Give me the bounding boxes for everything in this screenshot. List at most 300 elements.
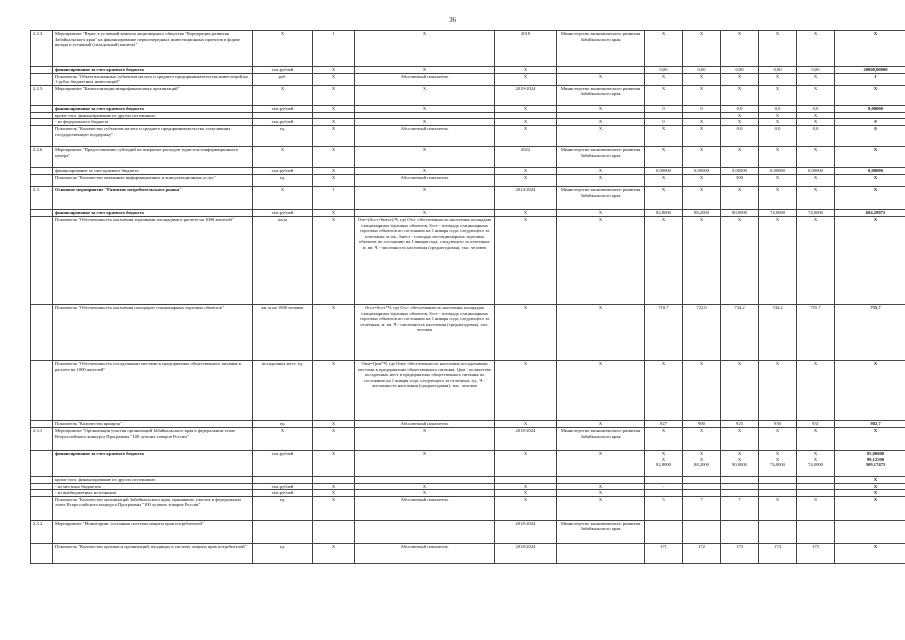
total-cell: Х	[835, 186, 905, 209]
row-number-cell: 2.2.5.	[31, 85, 53, 105]
year-2023-cell: 174	[759, 543, 797, 563]
year-2020-cell: Х	[645, 360, 683, 420]
year-2021-cell: 722,0	[683, 304, 721, 360]
unit-cell: тыс.рублей	[253, 450, 313, 476]
responsible-executor-cell: Х	[557, 119, 645, 126]
row-number-cell	[31, 490, 53, 497]
row-description-cell: Показатель "Обеспеченность посадочными местами в предприятиях общественного питания в расчете на 1000 жителей"	[53, 360, 253, 420]
row-description-cell: Показатель "Количество органов и организаций, входящих в систему защиты прав потребителей"	[53, 543, 253, 563]
total-cell: Х	[835, 216, 905, 304]
period-cell: 2022	[495, 146, 557, 167]
calculation-method-cell: Х	[355, 209, 495, 216]
total-cell: Х	[835, 427, 905, 450]
year-2023-cell: 74,0000	[759, 209, 797, 216]
year-2020-cell: 718,7	[645, 304, 683, 360]
year-2024-cell: Х	[797, 112, 835, 119]
calculation-method-cell	[355, 476, 495, 483]
row-description-cell: кроме того, финансирование из других источников:	[53, 476, 253, 483]
weight-cell: Х	[313, 450, 355, 476]
table-row	[31, 483, 905, 490]
year-2021-cell: 88,2000	[683, 209, 721, 216]
period-cell: Х	[495, 67, 557, 74]
period-cell: Х	[495, 209, 557, 216]
year-2024-cell: Х	[797, 216, 835, 304]
unit-cell: кв. м на 1000 человек	[253, 304, 313, 360]
row-description-cell: Мероприятие "Организация участия организаций Забайкальского края в федеральном этапе Всероссийского конкурса Программы "100 лучших товаров России"	[53, 427, 253, 450]
calculation-method-cell: Абсолютный показатель	[355, 543, 495, 563]
calculation-method-cell: Абсолютный показатель	[355, 174, 495, 186]
year-2020-cell: 0,00	[645, 67, 683, 74]
unit-cell	[253, 520, 313, 543]
calculation-method-cell: Абсолютный показатель	[355, 125, 495, 146]
year-2023-cell: Х	[759, 31, 797, 67]
total-cell: Х	[835, 146, 905, 167]
row-description-cell: Показатель "Количество оказанных информационных и консультационных услуг"	[53, 174, 253, 186]
total-cell: 0	[835, 119, 905, 126]
row-number-cell	[31, 174, 53, 186]
year-2020-cell: 0	[645, 105, 683, 112]
row-number-cell	[31, 304, 53, 360]
year-2022-cell	[721, 490, 759, 497]
weight-cell: Х	[313, 216, 355, 304]
year-2020-cell	[645, 520, 683, 543]
unit-cell	[253, 112, 313, 119]
period-cell: Х	[495, 496, 557, 520]
year-2021-cell	[683, 490, 721, 497]
year-2021-cell: Х	[683, 360, 721, 420]
weight-cell: Х	[313, 483, 355, 490]
period-cell: 2018-2024	[495, 543, 557, 563]
unit-cell: ед.	[253, 543, 313, 563]
year-2021-cell: Х	[683, 125, 721, 146]
weight-cell: Х	[313, 490, 355, 497]
unit-cell: ед.	[253, 125, 313, 146]
row-description-cell: кроме того, финансирование из других источников:	[53, 112, 253, 119]
table-row	[31, 125, 905, 146]
year-2022-cell: 0,00000	[721, 167, 759, 174]
year-2021-cell: 0,00000	[683, 167, 721, 174]
year-2020-cell: Х Х 82,8000	[645, 450, 683, 476]
table-row	[31, 450, 905, 476]
total-cell: 0,00000	[835, 105, 905, 112]
year-2023-cell: Х	[759, 360, 797, 420]
unit-cell	[253, 476, 313, 483]
table-row	[31, 427, 905, 450]
responsible-executor-cell: Министерство экономического развития Забайкальского края	[557, 85, 645, 105]
calculation-method-cell: Х	[355, 490, 495, 497]
year-2023-cell: Х	[759, 186, 797, 209]
weight-cell: Х	[313, 420, 355, 427]
unit-cell: кв.м	[253, 216, 313, 304]
year-2021-cell	[683, 476, 721, 483]
responsible-executor-cell: Х	[557, 73, 645, 85]
responsible-executor-cell	[557, 476, 645, 483]
period-cell: Х	[495, 105, 557, 112]
responsible-executor-cell: Х	[557, 167, 645, 174]
year-2021-cell: Х	[683, 216, 721, 304]
unit-cell: тыс.рублей	[253, 209, 313, 216]
weight-cell: Х	[313, 73, 355, 85]
row-description-cell: Показатель "Объем вложенных субъектом малого и среднего предпринимательства инвестиций на 1 рубль бюджетных инвестиций"	[53, 73, 253, 85]
row-number-cell: 2.3.	[31, 186, 53, 209]
row-number-cell	[31, 360, 53, 420]
row-number-cell: 2.2.3.	[31, 31, 53, 67]
year-2024-cell: Х	[797, 119, 835, 126]
year-2021-cell: Х	[683, 186, 721, 209]
weight-cell: Х	[313, 105, 355, 112]
total-cell: 85,00000 99,12500 509,17475	[835, 450, 905, 476]
row-number-cell	[31, 543, 53, 563]
total-cell	[835, 112, 905, 119]
year-2022-cell: Х	[721, 146, 759, 167]
total-cell: Х	[835, 360, 905, 420]
year-2020-cell: 0,00000	[645, 167, 683, 174]
row-description-cell: Показатель "Количество субъектов малого и среднего предпринимательства, получивших государственную поддержку"	[53, 125, 253, 146]
period-cell: Х	[495, 119, 557, 126]
weight-cell: Х	[313, 496, 355, 520]
period-cell: 2018	[495, 31, 557, 67]
year-2024-cell: Х	[797, 146, 835, 167]
year-2024-cell: Х Х 74,0000	[797, 450, 835, 476]
row-number-cell	[31, 112, 53, 119]
period-cell	[495, 112, 557, 119]
year-2022-cell	[721, 483, 759, 490]
row-description-cell: - из местных бюджетов	[53, 483, 253, 490]
total-cell: 684,29975	[835, 209, 905, 216]
total-cell: Х	[835, 543, 905, 563]
year-2024-cell: 74,0000	[797, 209, 835, 216]
year-2024-cell: Х	[797, 174, 835, 186]
year-2020-cell: -	[645, 483, 683, 490]
year-2022-cell: 7	[721, 496, 759, 520]
year-2021-cell: Х	[683, 174, 721, 186]
year-2022-cell: Х	[721, 360, 759, 420]
year-2024-cell: Х	[797, 186, 835, 209]
year-2021-cell: 0	[683, 105, 721, 112]
total-cell: Х	[835, 496, 905, 520]
year-2021-cell: 0,00	[683, 67, 721, 74]
calculation-method-cell: Ото=(Sсст+Sнест)/Ч, где Ото- обеспеченность населения площадью стационарных торговых объектов, Sсст - площадь стационарных торговых объектов по состоянию на 1 января года, следующего за отчетным, м. кв., Sнест - площадь нестационарных торговых объектов по состоянию на 1 января года, следующего за отчетным, м. кв. Ч - численность населения (среднегодовая), тыс. человек	[355, 216, 495, 304]
period-cell: Х	[495, 174, 557, 186]
year-2020-cell: Х	[645, 174, 683, 186]
year-2021-cell: Х	[683, 73, 721, 85]
year-2024-cell	[797, 520, 835, 543]
weight-cell: Х	[313, 167, 355, 174]
calculation-method-cell: Осст=Sсст*Ч, где Осс- обеспеченность населения площадью стационарных торговых объектов, Sсст - площадь стационарных торговых объектов по состоянию на 1 января года, следующего за отчетным, м. кв. Ч - численность населения (среднегодовая), тыс. человек	[355, 304, 495, 360]
period-cell: Х	[495, 420, 557, 427]
table-row	[31, 360, 905, 420]
year-2024-cell: 931	[797, 420, 835, 427]
year-2022-cell: 0,0	[721, 105, 759, 112]
row-description-cell: - из федерального бюджета	[53, 119, 253, 126]
year-2022-cell	[721, 476, 759, 483]
period-cell: Х	[495, 450, 557, 476]
total-cell: 982,7	[835, 420, 905, 427]
year-2023-cell	[759, 490, 797, 497]
unit-cell: тыс.рублей	[253, 119, 313, 126]
table-row	[31, 85, 905, 105]
year-2021-cell: Х	[683, 31, 721, 67]
year-2022-cell: 0,0	[721, 125, 759, 146]
responsible-executor-cell: Х	[557, 304, 645, 360]
responsible-executor-cell: Министерство экономического развития Забайкальского края	[557, 146, 645, 167]
year-2024-cell: 0,0	[797, 105, 835, 112]
year-2022-cell: Х	[721, 186, 759, 209]
year-2022-cell: Х	[721, 427, 759, 450]
year-2022-cell: 0,00	[721, 67, 759, 74]
year-2023-cell	[759, 483, 797, 490]
row-description-cell: Мероприятие "Мониторинг состояния системы защиты прав потребителей"	[53, 520, 253, 543]
responsible-executor-cell	[557, 112, 645, 119]
year-2021-cell: 900	[683, 420, 721, 427]
row-description-cell: Показатель "Количество организаций Забайкальского края, принявших участие в федеральном этапе Всероссийского конкурса Программы "100 лучших товаров России"	[53, 496, 253, 520]
unit-cell: Х	[253, 31, 313, 67]
year-2021-cell: 7	[683, 496, 721, 520]
calculation-method-cell: Х	[355, 186, 495, 209]
year-2024-cell: Х	[797, 85, 835, 105]
table-row	[31, 174, 905, 186]
responsible-executor-cell: Х	[557, 174, 645, 186]
period-cell: 2018-2024	[495, 427, 557, 450]
table-row	[31, 186, 905, 209]
row-number-cell	[31, 420, 53, 427]
year-2023-cell: Х	[759, 216, 797, 304]
year-2021-cell: 172	[683, 543, 721, 563]
calculation-method-cell: Х	[355, 31, 495, 67]
year-2022-cell: Х	[721, 112, 759, 119]
unit-cell: ед.	[253, 174, 313, 186]
total-cell	[835, 520, 905, 543]
year-2022-cell: 734,2	[721, 304, 759, 360]
responsible-executor-cell	[557, 67, 645, 74]
weight-cell: Х	[313, 146, 355, 167]
year-2020-cell: Х	[645, 73, 683, 85]
year-2024-cell: 755,7	[797, 304, 835, 360]
calculation-method-cell	[355, 520, 495, 543]
weight-cell: Х	[313, 304, 355, 360]
unit-cell: тыс.рублей	[253, 483, 313, 490]
calculation-method-cell: Х	[355, 67, 495, 74]
year-2020-cell: Х	[645, 146, 683, 167]
year-2023-cell: 744,2	[759, 304, 797, 360]
year-2022-cell: 300	[721, 174, 759, 186]
responsible-executor-cell: Х	[557, 125, 645, 146]
period-cell: Х	[495, 483, 557, 490]
unit-cell: руб.	[253, 73, 313, 85]
year-2024-cell: 0,00	[797, 67, 835, 74]
unit-cell: тыс.рублей	[253, 67, 313, 74]
row-number-cell	[31, 73, 53, 85]
year-2020-cell: 927	[645, 420, 683, 427]
year-2022-cell: Х	[721, 73, 759, 85]
weight-cell: Х	[313, 119, 355, 126]
table-row	[31, 167, 905, 174]
unit-cell: ед.	[253, 420, 313, 427]
period-cell: 2014-2024	[495, 186, 557, 209]
year-2020-cell	[645, 476, 683, 483]
total-cell: Х	[835, 483, 905, 490]
table-row	[31, 476, 905, 483]
unit-cell: Х	[253, 146, 313, 167]
year-2024-cell: 0,00000	[797, 167, 835, 174]
program-activities-table	[30, 30, 905, 564]
table-row	[31, 67, 905, 74]
year-2022-cell: Х	[721, 85, 759, 105]
period-cell: Х	[495, 360, 557, 420]
row-number-cell	[31, 67, 53, 74]
row-description-cell: финансирование за счет краевого бюджета	[53, 450, 253, 476]
year-2021-cell: Х	[683, 427, 721, 450]
year-2024-cell: 8	[797, 496, 835, 520]
year-2023-cell: Х	[759, 85, 797, 105]
total-cell: Х	[835, 31, 905, 67]
responsible-executor-cell: Х	[557, 420, 645, 427]
year-2022-cell: Х Х 90,0000	[721, 450, 759, 476]
row-number-cell	[31, 483, 53, 490]
year-2020-cell: Х	[645, 31, 683, 67]
row-description-cell: финансирование за счет краевого бюджета	[53, 209, 253, 216]
row-number-cell: 2.3.2.	[31, 520, 53, 543]
year-2024-cell: 0,0	[797, 125, 835, 146]
total-cell: 1	[835, 73, 905, 85]
total-cell: Х	[835, 85, 905, 105]
table-row	[31, 490, 905, 497]
year-2024-cell: Х	[797, 360, 835, 420]
table-row	[31, 146, 905, 167]
calculation-method-cell: Х	[355, 483, 495, 490]
weight-cell: Х	[313, 85, 355, 105]
table-row	[31, 209, 905, 216]
year-2022-cell: 90,0000	[721, 209, 759, 216]
row-number-cell	[31, 216, 53, 304]
period-cell	[495, 476, 557, 483]
responsible-executor-cell	[557, 543, 645, 563]
calculation-method-cell: Х	[355, 105, 495, 112]
table-row	[31, 543, 905, 563]
row-number-cell	[31, 119, 53, 126]
calculation-method-cell: Абсолютный показатель	[355, 73, 495, 85]
responsible-executor-cell: Министерство экономического развития Забайкальского края	[557, 186, 645, 209]
year-2024-cell: Х	[797, 31, 835, 67]
year-2024-cell: Х	[797, 427, 835, 450]
table-row	[31, 105, 905, 112]
responsible-executor-cell: Министерство экономического развития Забайкальского края	[557, 520, 645, 543]
unit-cell: Х	[253, 85, 313, 105]
year-2023-cell: Х	[759, 427, 797, 450]
row-number-cell: 2.2.6	[31, 146, 53, 167]
year-2023-cell: 0,00	[759, 67, 797, 74]
unit-cell: Х	[253, 427, 313, 450]
weight-cell: Х	[313, 174, 355, 186]
year-2024-cell: Х	[797, 73, 835, 85]
row-description-cell: Основное мероприятие "Развитие потребительского рынка"	[53, 186, 253, 209]
row-description-cell: Мероприятие "Взнос в уставный капитал акционерного общества "Корпорация развития Забайкальского края" на финансирование первоочередных инвестиционных проектов в форме вклада в уставный (складочный) капитал"	[53, 31, 253, 67]
total-cell: Х	[835, 490, 905, 497]
total-cell: 0,00000	[835, 167, 905, 174]
calculation-method-cell: Х	[355, 85, 495, 105]
total-cell: 755,7	[835, 304, 905, 360]
row-number-cell	[31, 209, 53, 216]
responsible-executor-cell: Х	[557, 105, 645, 112]
year-2023-cell: Х	[759, 73, 797, 85]
table-row	[31, 119, 905, 126]
responsible-executor-cell: Х	[557, 496, 645, 520]
year-2021-cell	[683, 112, 721, 119]
total-cell: Х	[835, 174, 905, 186]
weight-cell: Х	[313, 360, 355, 420]
weight-cell	[313, 520, 355, 543]
row-number-cell: 2.3.1	[31, 427, 53, 450]
responsible-executor-cell: Министерство экономического развития Забайкальского края	[557, 31, 645, 67]
year-2023-cell: 930	[759, 420, 797, 427]
table-row	[31, 420, 905, 427]
page-number: 36	[449, 16, 456, 24]
year-2023-cell: 0,0	[759, 105, 797, 112]
year-2020-cell: Х	[645, 216, 683, 304]
table-row	[31, 216, 905, 304]
year-2020-cell: Х	[645, 85, 683, 105]
year-2022-cell	[721, 520, 759, 543]
year-2021-cell	[683, 483, 721, 490]
calculation-method-cell: Абсолютный показатель	[355, 496, 495, 520]
year-2020-cell: Х	[645, 125, 683, 146]
calculation-method-cell: Х	[355, 450, 495, 476]
period-cell: Х	[495, 73, 557, 85]
weight-cell: 1	[313, 186, 355, 209]
period-cell: 2019-2024	[495, 85, 557, 105]
weight-cell: 1	[313, 31, 355, 67]
year-2023-cell: Х Х 74,0000	[759, 450, 797, 476]
row-description-cell: Показатель "Обеспеченность населения площадью стационарных торговых объектов"	[53, 304, 253, 360]
row-number-cell	[31, 450, 53, 476]
year-2023-cell: Х	[759, 174, 797, 186]
year-2022-cell: Х	[721, 119, 759, 126]
year-2023-cell: 8	[759, 496, 797, 520]
period-cell: 2018-2024	[495, 520, 557, 543]
row-number-cell	[31, 167, 53, 174]
year-2023-cell: Х	[759, 146, 797, 167]
year-2023-cell: 0,00000	[759, 167, 797, 174]
year-2022-cell: 925	[721, 420, 759, 427]
row-number-cell	[31, 125, 53, 146]
year-2020-cell: Х	[645, 186, 683, 209]
year-2023-cell: Х	[759, 112, 797, 119]
responsible-executor-cell: Х	[557, 490, 645, 497]
responsible-executor-cell: Министерство экономического развития Забайкальского края	[557, 427, 645, 450]
weight-cell: Х	[313, 427, 355, 450]
weight-cell: Х	[313, 543, 355, 563]
table-row	[31, 520, 905, 543]
year-2024-cell	[797, 490, 835, 497]
calculation-method-cell: Х	[355, 119, 495, 126]
year-2021-cell: Х	[683, 85, 721, 105]
row-description-cell: Показатель "Обеспеченность населения торговыми площадями в расчете на 1000 жителей"	[53, 216, 253, 304]
table-row	[31, 112, 905, 119]
row-description-cell: Мероприятие "Капитализация микрофинансовых организаций"	[53, 85, 253, 105]
calculation-method-cell: Х	[355, 146, 495, 167]
row-number-cell	[31, 476, 53, 483]
responsible-executor-cell: Х	[557, 209, 645, 216]
year-2020-cell: Х	[645, 427, 683, 450]
row-description-cell: Показатель "Количество ярмарок"	[53, 420, 253, 427]
table-row	[31, 496, 905, 520]
year-2020-cell: 171	[645, 543, 683, 563]
year-2021-cell	[683, 520, 721, 543]
calculation-method-cell: Х	[355, 167, 495, 174]
calculation-method-cell: Х	[355, 427, 495, 450]
year-2024-cell: 175	[797, 543, 835, 563]
period-cell: Х	[495, 125, 557, 146]
